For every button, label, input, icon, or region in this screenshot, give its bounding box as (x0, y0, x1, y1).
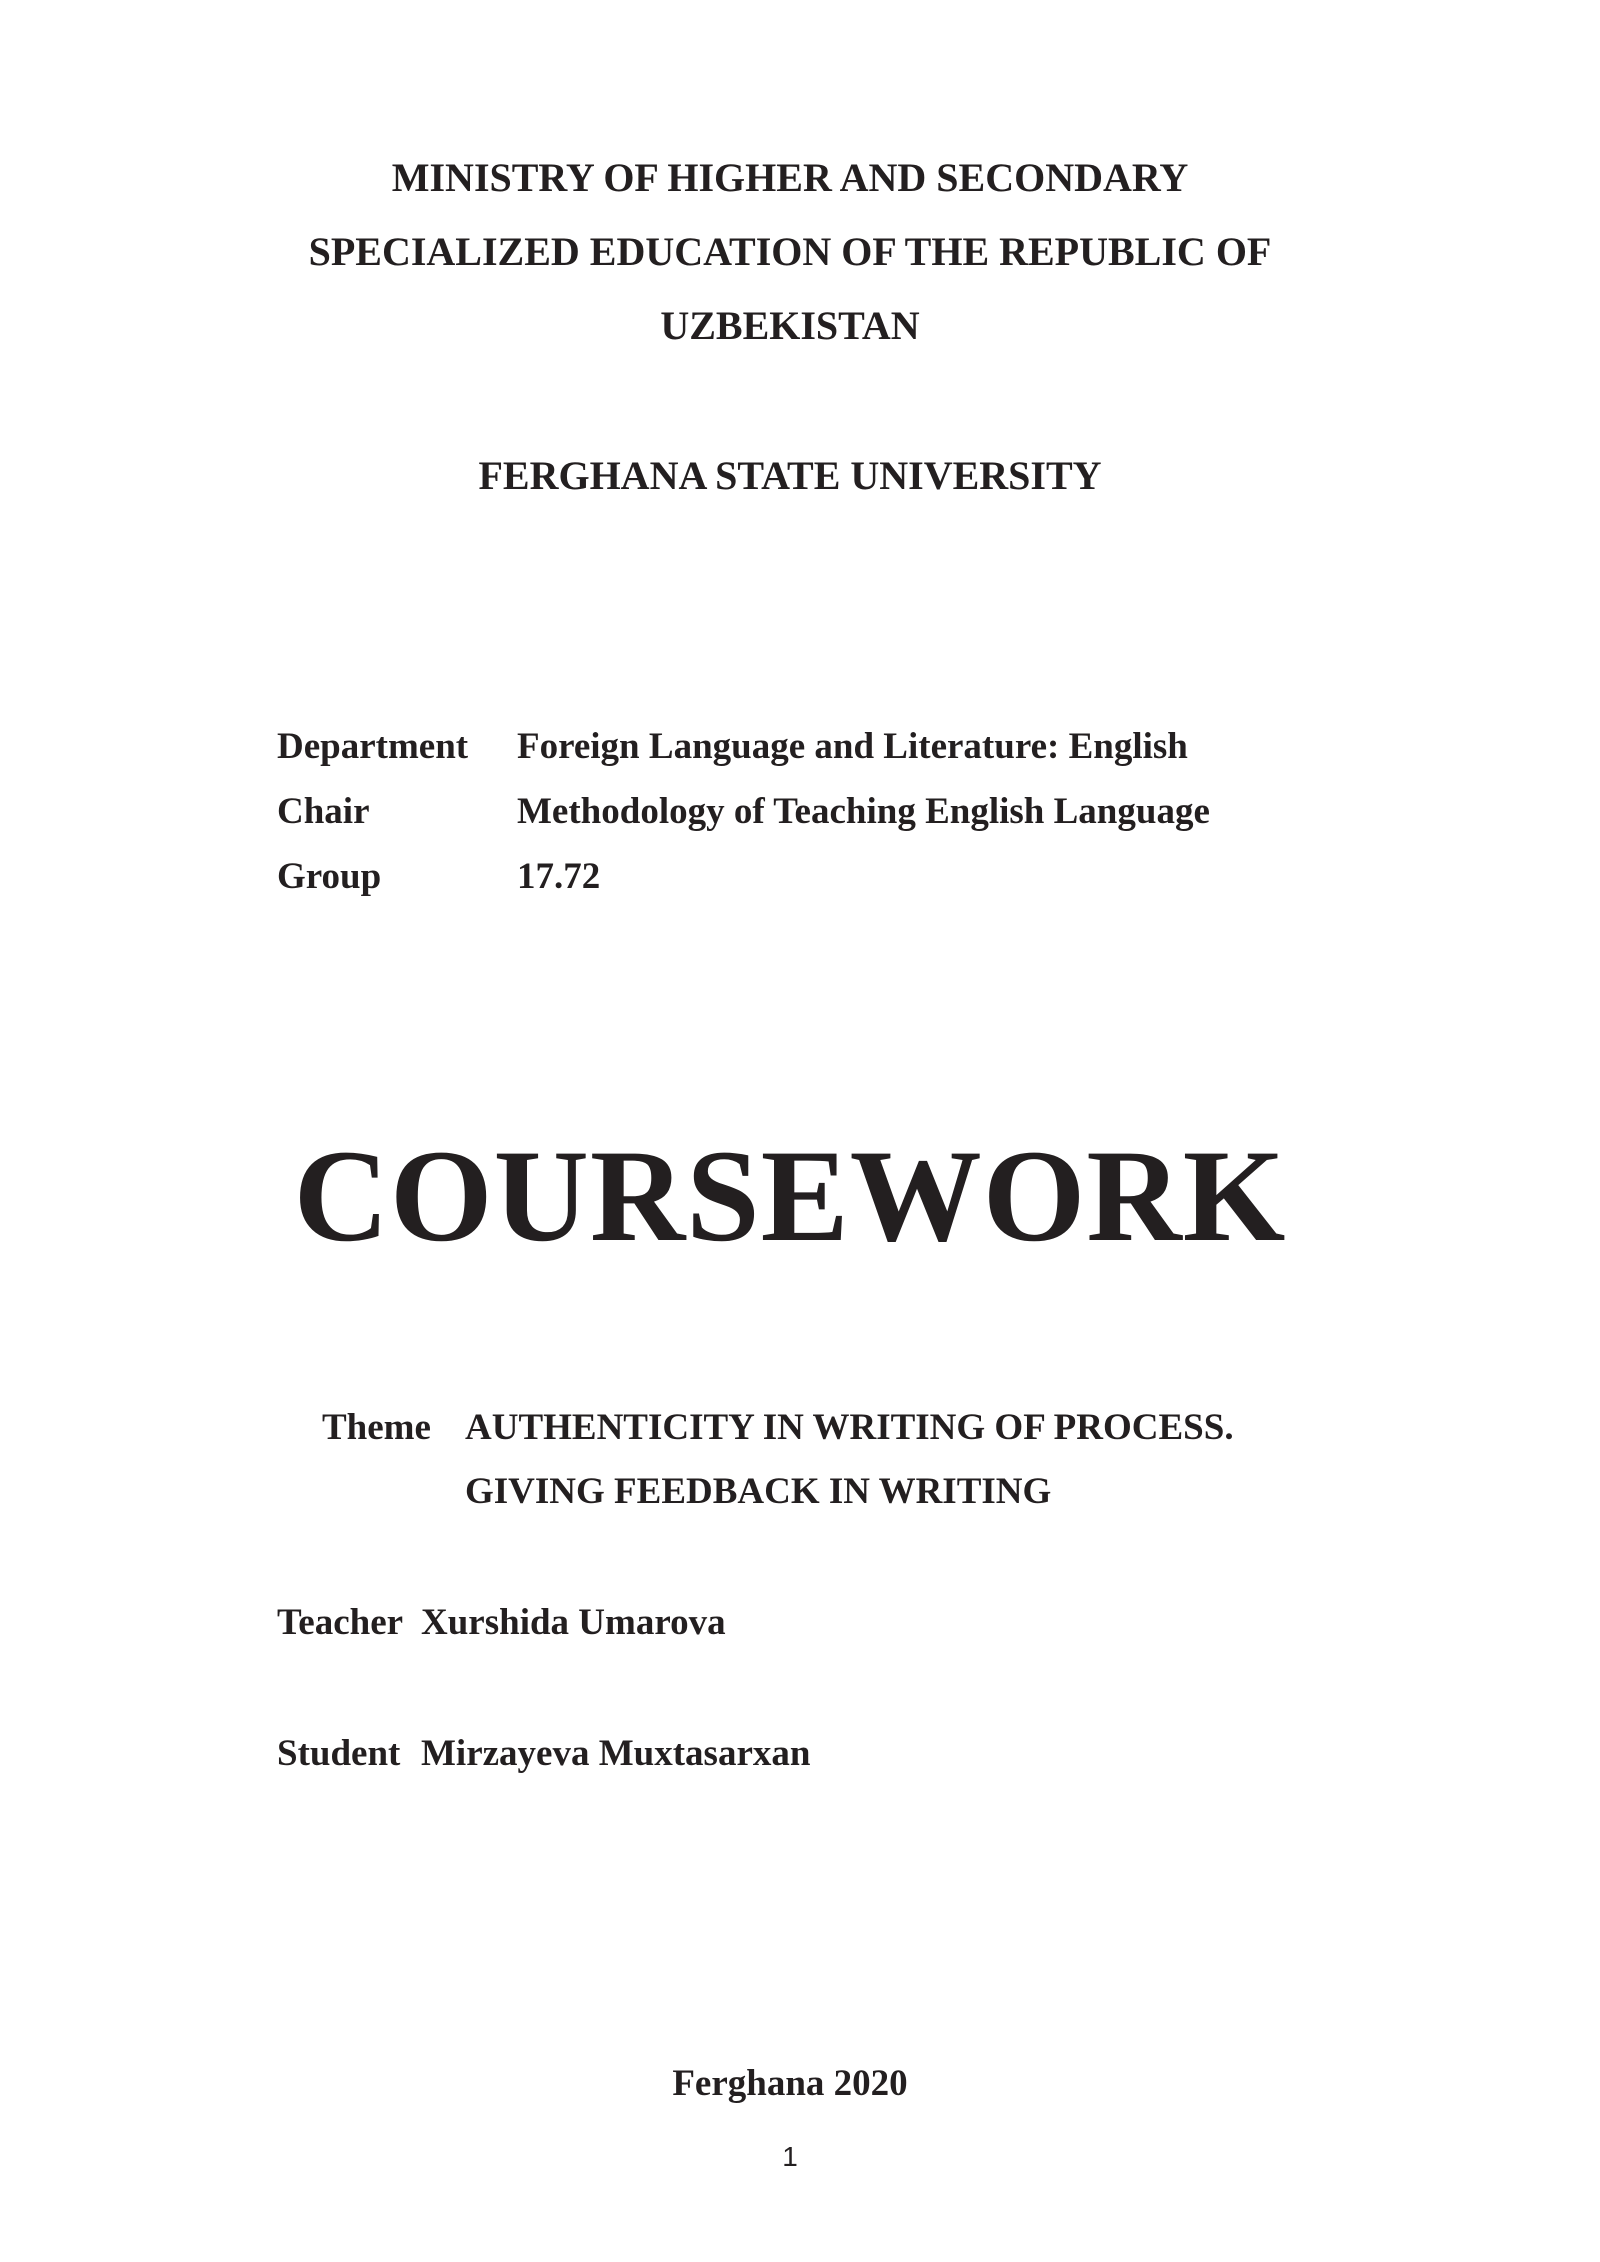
department-value: Foreign Language and Literature: English (517, 726, 1188, 767)
ministry-line-2: SPECIALIZED EDUCATION OF THE REPUBLIC OF (308, 229, 1272, 274)
chair-label: Chair (277, 791, 370, 832)
document-title: COURSEWORK (293, 1122, 1287, 1269)
place-and-year: Ferghana 2020 (672, 2063, 908, 2104)
student-label: Student (277, 1733, 401, 1774)
theme-label: Theme (322, 1407, 431, 1448)
group-label: Group (277, 856, 382, 897)
chair-value: Methodology of Teaching English Language (517, 791, 1210, 832)
theme-line-1: AUTHENTICITY IN WRITING OF PROCESS. (465, 1407, 1234, 1448)
department-label: Department (277, 726, 469, 767)
group-value: 17.72 (517, 856, 601, 897)
teacher-name: Xurshida Umarova (421, 1602, 726, 1643)
ministry-line-1: MINISTRY OF HIGHER AND SECONDARY (391, 155, 1189, 200)
teacher-label: Teacher (277, 1602, 404, 1643)
university-name: FERGHANA STATE UNIVERSITY (478, 453, 1102, 498)
student-name: Mirzayeva Muxtasarxan (421, 1733, 811, 1774)
ministry-line-3: UZBEKISTAN (660, 303, 920, 348)
theme-line-2: GIVING FEEDBACK IN WRITING (465, 1471, 1052, 1512)
page-number: 1 (782, 2141, 798, 2172)
